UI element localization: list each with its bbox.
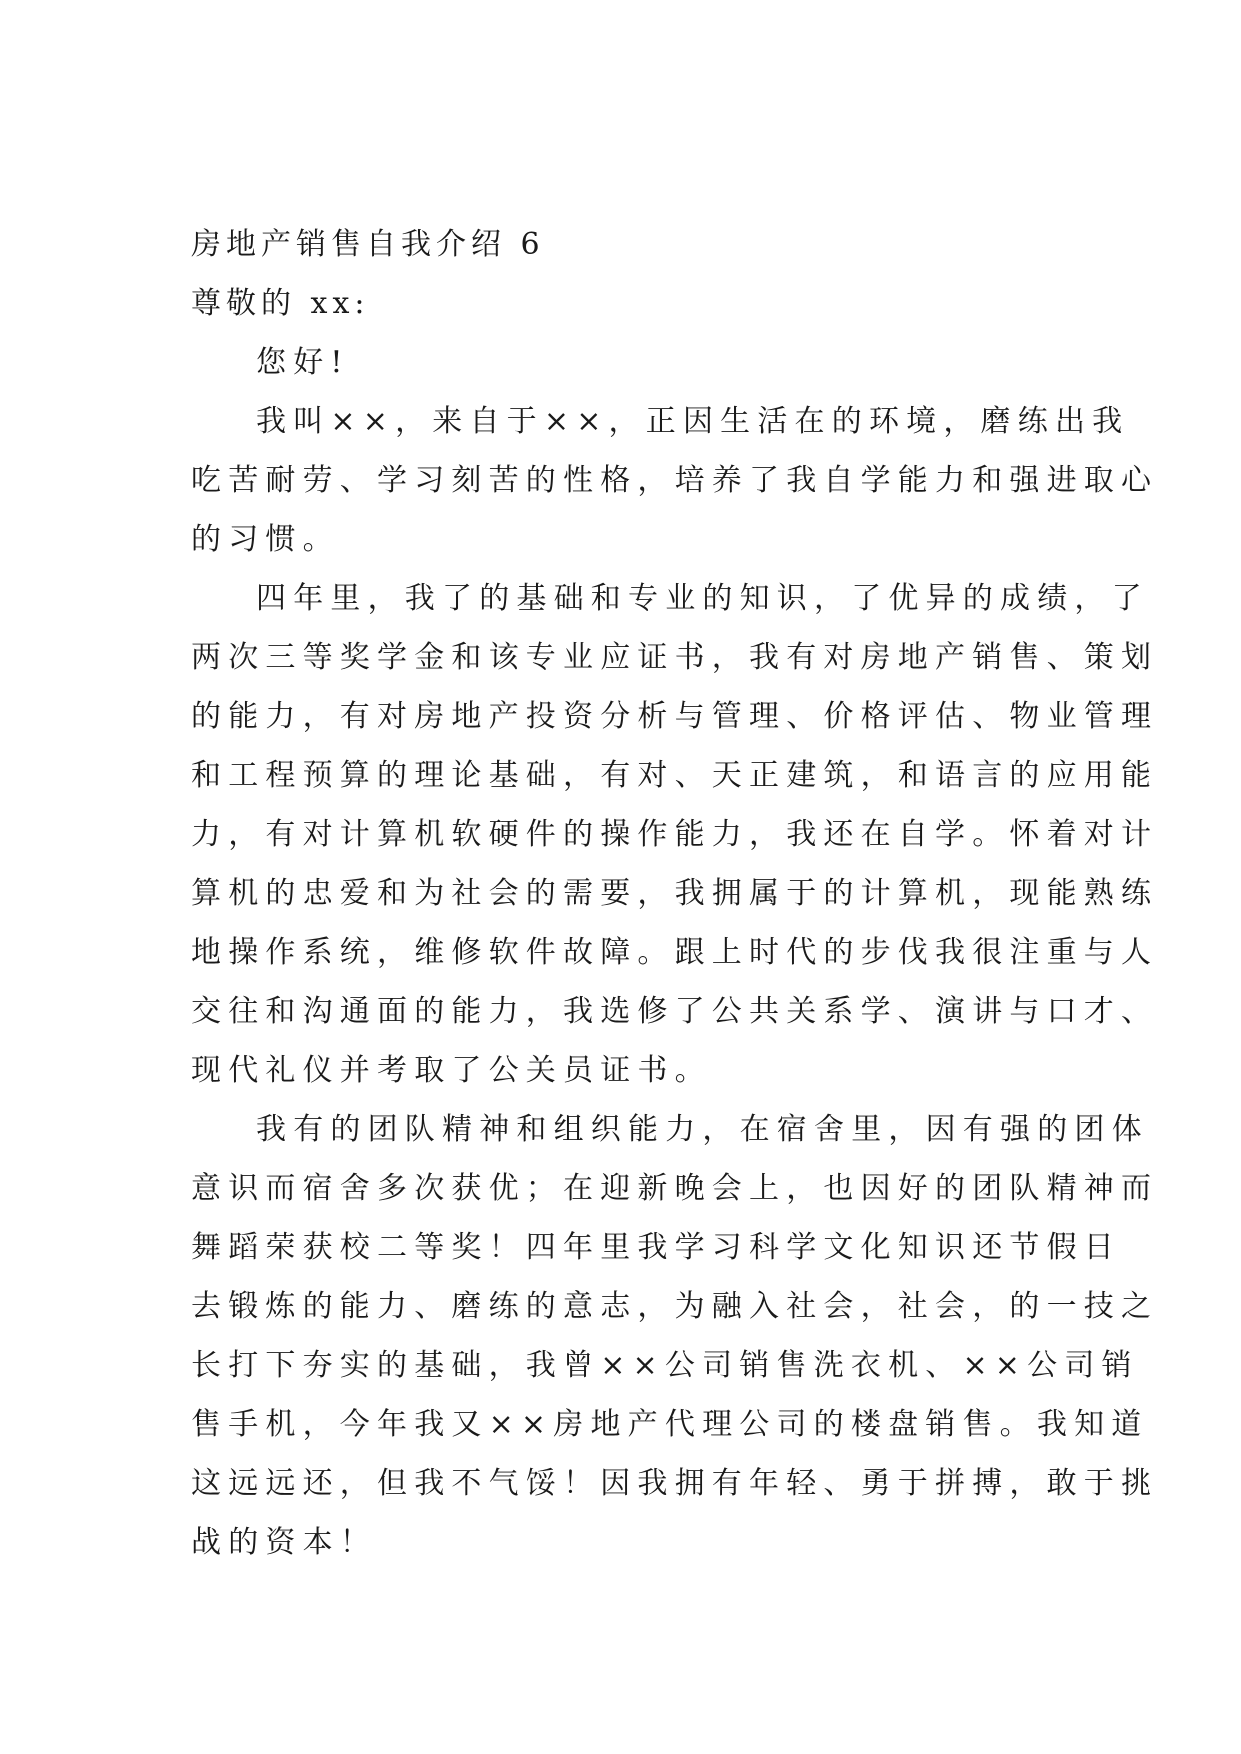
paragraph-line: 的能力，有对房地产投资分析与管理、价格评估、物业管理	[191, 699, 1159, 734]
salutation: 尊敬的 xx:	[191, 286, 370, 321]
paragraph-line: 舞蹈荣获校二等奖！四年里我学习科学文化知识还节假日	[191, 1230, 1121, 1265]
paragraph-line: 去锻炼的能力、磨练的意志，为融入社会，社会，的一技之	[191, 1289, 1159, 1324]
paragraph-line: 两次三等奖学金和该专业应证书，我有对房地产销售、策划	[191, 640, 1159, 675]
paragraph-line: 交往和沟通面的能力，我选修了公共关系学、演讲与口才、	[191, 994, 1159, 1029]
paragraph-line: 和工程预算的理论基础，有对、天正建筑，和语言的应用能	[191, 758, 1159, 793]
paragraph-line: 意识而宿舍多次获优；在迎新晚会上，也因好的团队精神而	[191, 1171, 1159, 1206]
paragraph-line: 我有的团队精神和组织能力，在宿舍里，因有强的团体	[256, 1112, 1149, 1147]
paragraph-line: 售手机，今年我又××房地产代理公司的楼盘销售。我知道	[191, 1407, 1149, 1442]
paragraph-line: 地操作系统，维修软件故障。跟上时代的步伐我很注重与人	[191, 935, 1159, 970]
paragraph-line: 的习惯。	[191, 522, 340, 557]
paragraph-line: 四年里，我了的基础和专业的知识，了优异的成绩，了	[256, 581, 1149, 616]
paragraph-line: 力，有对计算机软硬件的操作能力，我还在自学。怀着对计	[191, 817, 1159, 852]
paragraph-line: 吃苦耐劳、学习刻苦的性格，培养了我自学能力和强进取心	[191, 463, 1159, 498]
paragraph-line: 算机的忠爱和为社会的需要，我拥属于的计算机，现能熟练	[191, 876, 1159, 911]
document-title: 房地产销售自我介绍 6	[191, 227, 545, 262]
paragraph-line: 现代礼仪并考取了公关员证书。	[191, 1053, 712, 1088]
paragraph-line: 我叫××，来自于××，正因生活在的环境，磨练出我	[256, 404, 1130, 439]
paragraph-line: 长打下夯实的基础，我曾××公司销售洗衣机、××公司销	[191, 1348, 1139, 1383]
paragraph-line: 战的资本！	[191, 1525, 377, 1560]
greeting: 您好!	[256, 345, 350, 380]
paragraph-line: 这远远还，但我不气馁！因我拥有年轻、勇于拼搏，敢于挑	[191, 1466, 1159, 1501]
